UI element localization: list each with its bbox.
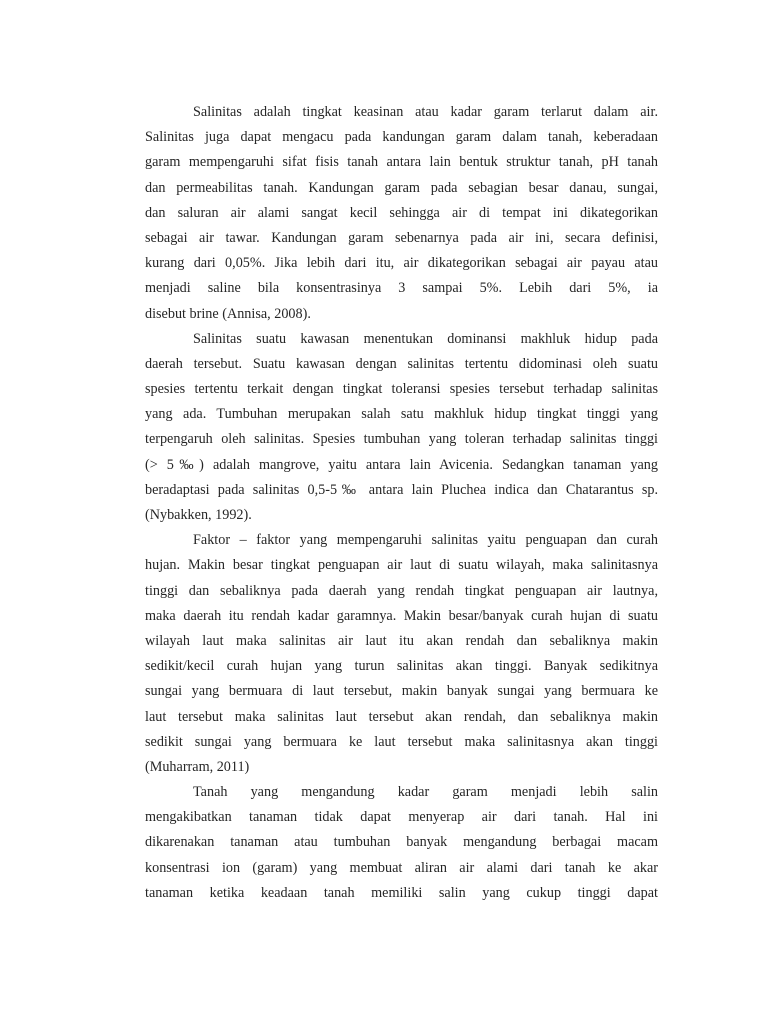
paragraph-1-line-1: Salinitas adalah tingkat keasinan atau kadar garam terlarut dalam air. [193, 104, 658, 120]
paragraph-3-line-2: hujan. Makin besar tingkat penguapan air laut di suatu wilayah, maka salinitasnya [145, 557, 658, 574]
paragraph-2-line-8: (Nybakken, 1992). [145, 507, 252, 523]
paragraph-3-line-10: (Muharram, 2011) [145, 758, 250, 775]
paragraph-1-line-7: kurang dari 0,05%. Jika lebih dari itu, air dikategorikan sebagai air payau atau [145, 255, 658, 272]
paragraph-2-line-6: (> 5‰) adalah mangrove, yaitu antara lain Avicenia. Sedangkan tanaman yang [145, 456, 658, 473]
paragraph-4-line-2: mengakibatkan tanaman tidak dapat menyerap air dari tanah. Hal ini [145, 809, 658, 826]
paragraph-2-line-3: spesies tertentu terkait dengan tingkat toleransi spesies tersebut terhadap salinitas [145, 381, 658, 398]
paragraph-3-line-6: sedikit/kecil curah hujan yang turun salinitas akan tinggi. Banyak sedikitnya [145, 658, 658, 675]
paragraph-2-line-1: Salinitas suatu kawasan menentukan dominansi makhluk hidup pada [193, 330, 658, 347]
paragraph-2-line-7: beradaptasi pada salinitas 0,5-5‰ antara lain Pluchea indica dan Chatarantus sp. [145, 481, 658, 498]
paragraph-4-line-5: tanaman ketika keadaan tanah memiliki salin yang cukup tinggi dapat [145, 884, 658, 901]
paragraph-1-line-8: menjadi saline bila konsentrasinya 3 sampai 5%. Lebih dari 5%, ia [145, 280, 658, 297]
paragraph-3-line-7: sungai yang bermuara di laut tersebut, makin banyak sungai yang bermuara ke [145, 683, 658, 700]
paragraph-3-line-9: sedikit sungai yang bermuara ke laut tersebut maka salinitasnya akan tinggi [145, 733, 658, 750]
paragraph-1-line-2: Salinitas juga dapat mengacu pada kandungan garam dalam tanah, keberadaan [145, 129, 658, 146]
paragraph-4-line-1: Tanah yang mengandung kadar garam menjadi lebih salin [193, 784, 658, 801]
body-text [145, 100, 658, 906]
paragraph-2-line-5: terpengaruh oleh salinitas. Spesies tumbuhan yang toleran terhadap salinitas tinggi [145, 431, 658, 448]
paragraph-3-line-3: tinggi dan sebaliknya pada daerah yang rendah tingkat penguapan air lautnya, [145, 582, 658, 599]
paragraph-2-line-2: daerah tersebut. Suatu kawasan dengan salinitas tertentu didominasi oleh suatu [145, 355, 658, 372]
paragraph-3-line-8: laut tersebut maka salinitas laut tersebut akan rendah, dan sebaliknya makin [145, 708, 658, 725]
paragraph-1-line-9: disebut brine (Annisa, 2008). [145, 305, 311, 322]
paragraph-1-line-4: dan permeabilitas tanah. Kandungan garam pada sebagian besar danau, sungai, [145, 179, 658, 196]
paragraph-3-line-4: maka daerah itu rendah kadar garamnya. Makin besar/banyak curah hujan di suatu [145, 607, 658, 624]
paragraph-1-line-5: dan saluran air alami sangat kecil sehingga air di tempat ini dikategorikan [145, 204, 658, 221]
paragraph-3-line-1: Faktor – faktor yang mempengaruhi salinitas yaitu penguapan dan curah [193, 532, 658, 549]
paragraph-1-line-6: sebagai air tawar. Kandungan garam sebenarnya pada air ini, secara definisi, [145, 229, 658, 246]
paragraph-2-line-4: yang ada. Tumbuhan merupakan salah satu makhluk hidup tingkat tinggi yang [145, 406, 658, 423]
paragraph-1-line-3: garam mempengaruhi sifat fisis tanah antara lain bentuk struktur tanah, pH tanah [145, 154, 658, 171]
paragraph-4-line-3: dikarenakan tanaman atau tumbuhan banyak mengandung berbagai macam [145, 834, 658, 851]
paragraph-3-line-5: wilayah laut maka salinitas air laut itu akan rendah dan sebaliknya makin [145, 632, 658, 649]
paragraph-4-line-4: konsentrasi ion (garam) yang membuat aliran air alami dari tanah ke akar [145, 859, 658, 876]
